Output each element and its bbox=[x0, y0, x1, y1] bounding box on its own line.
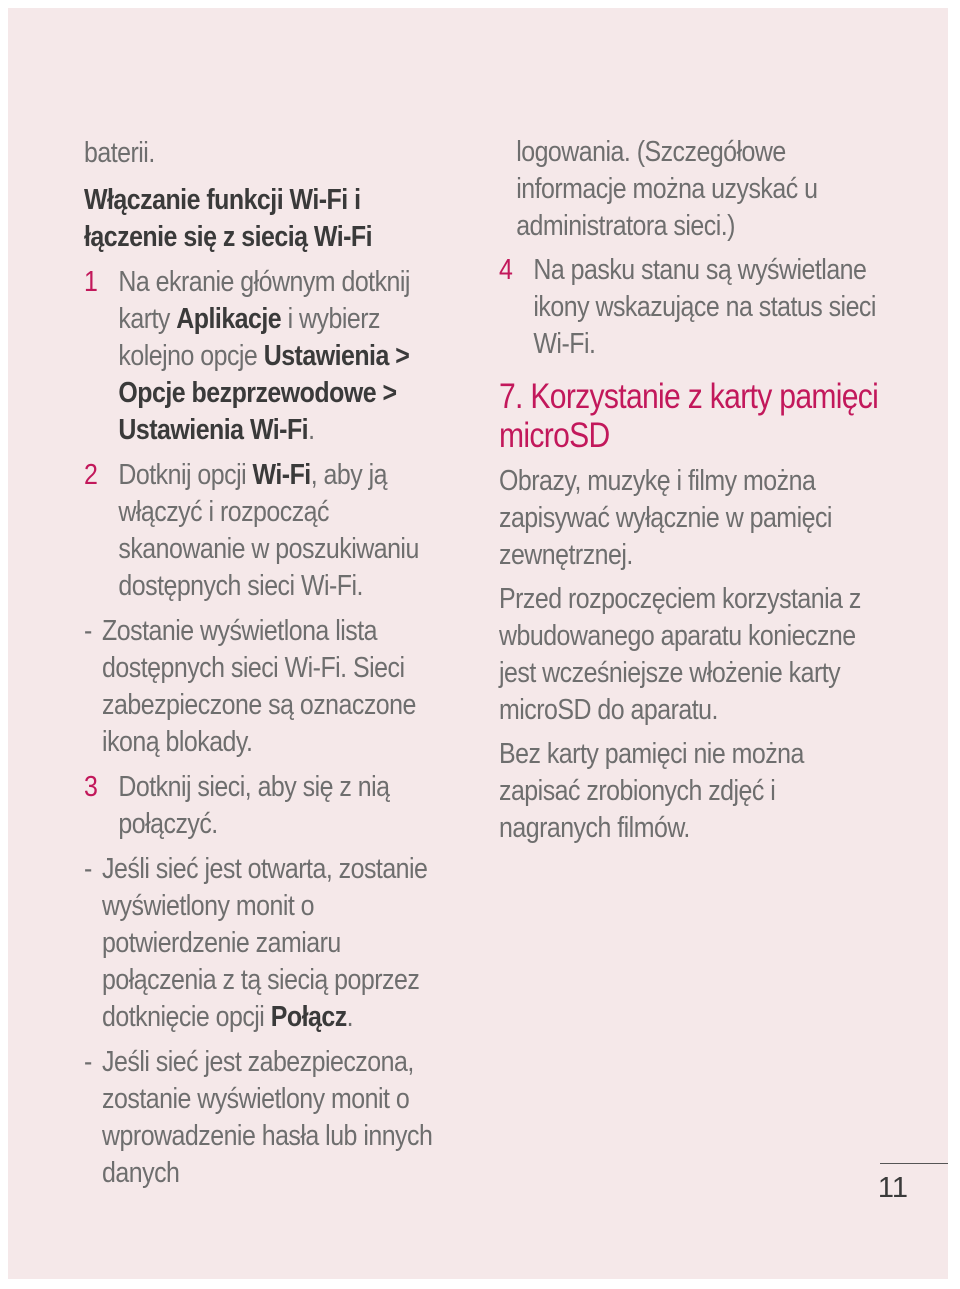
step-number: 1 bbox=[84, 266, 98, 298]
step-text: Dotknij sieci, aby się z nią połączyć. bbox=[118, 771, 390, 840]
sub-note-1 bbox=[84, 613, 454, 761]
step-number: 4 bbox=[499, 254, 513, 286]
bold-term-polacz: Połącz bbox=[270, 1001, 347, 1033]
sub-note-2 bbox=[84, 851, 454, 1036]
step-4 bbox=[499, 252, 886, 363]
heading-line-2: łączenie się z siecią Wi-Fi bbox=[84, 221, 373, 253]
step-text: i wybierz kolejno opcje bbox=[118, 303, 380, 372]
sub-note-text: . bbox=[346, 1001, 354, 1033]
step-text: , aby ją włączyć i rozpocząć skanowanie w poszukiwaniu dostępnych sieci Wi-Fi. bbox=[118, 459, 419, 602]
paragraph-1: Obrazy, muzykę i filmy można zapisywać wyłącznie w pamięci zewnętrznej. bbox=[499, 465, 832, 571]
bold-term-path: Ustawienia > Opcje bezprzewodowe > Ustawienia Wi-Fi bbox=[118, 340, 410, 446]
left-column bbox=[84, 135, 454, 1200]
intro-text: baterii. bbox=[84, 137, 155, 169]
dash: - bbox=[84, 853, 92, 885]
dash: - bbox=[84, 1046, 92, 1078]
page-number-rule bbox=[880, 1163, 948, 1164]
bold-term-aplikacje: Aplikacje bbox=[176, 303, 282, 335]
step-text: . bbox=[308, 414, 315, 446]
paragraph-3: Bez karty pamięci nie można zapisać zrobionych zdjęć i nagranych filmów. bbox=[499, 738, 804, 844]
continued-text: logowania. (Szczegółowe informacje można uzyskać u administratora sieci.) bbox=[516, 136, 818, 242]
sub-note-3 bbox=[84, 1044, 454, 1192]
manual-page bbox=[8, 8, 948, 1279]
section-title-microsd: 7. Korzystanie z karty pamięci microSD bbox=[499, 377, 879, 455]
page-number: 11 bbox=[877, 1172, 908, 1204]
step-1 bbox=[84, 264, 454, 449]
step-3 bbox=[84, 769, 454, 843]
dash: - bbox=[84, 615, 92, 647]
step-text: Na ekranie głównym dotknij karty bbox=[118, 266, 410, 335]
step-number: 2 bbox=[84, 459, 98, 491]
step-text: Na pasku stanu są wyświetlane ikony wskazujące na status sieci Wi-Fi. bbox=[533, 254, 876, 360]
paragraph-2: Przed rozpoczęciem korzystania z wbudowanego aparatu konieczne jest wcześniejsze włożenie karty microSD do aparatu. bbox=[499, 583, 861, 726]
section-heading bbox=[84, 182, 454, 256]
sub-note-text: Jeśli sieć jest zabezpieczona, zostanie wyświetlony monit o wprowadzenie hasła lub innych danych bbox=[102, 1046, 433, 1189]
heading-line-1: Włączanie funkcji Wi-Fi i bbox=[84, 184, 361, 216]
bold-term-wifi: Wi-Fi bbox=[252, 459, 311, 491]
step-text: Dotknij opcji bbox=[118, 459, 253, 491]
sub-note-text: Zostanie wyświetlona lista dostępnych sieci Wi-Fi. Sieci zabezpieczone są oznaczone ikoną blokady. bbox=[102, 615, 416, 758]
right-column bbox=[499, 134, 886, 854]
sub-note-text: Jeśli sieć jest otwarta, zostanie wyświetlony monit o potwierdzenie zamiaru połączenia z tą siecią poprzez dotknięcie opcji bbox=[102, 853, 428, 1033]
step-number: 3 bbox=[84, 771, 98, 803]
step-2 bbox=[84, 457, 454, 605]
